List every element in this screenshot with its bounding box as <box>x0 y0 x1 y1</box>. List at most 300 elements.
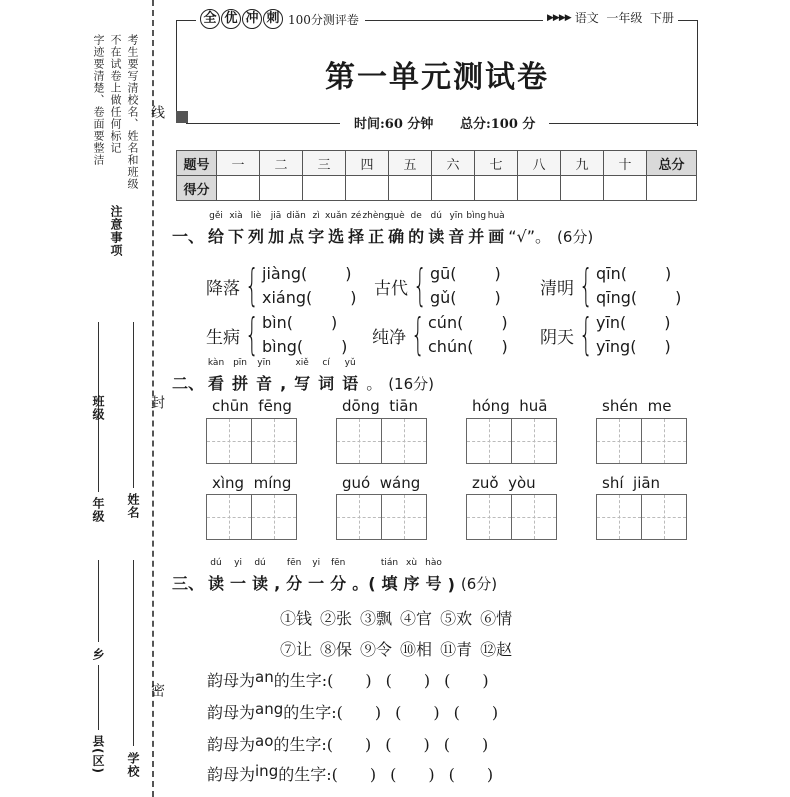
q3-answer-blank[interactable]: ( ) <box>395 703 440 722</box>
q1-option[interactable] <box>428 311 508 335</box>
q1-option[interactable] <box>596 286 681 310</box>
title-char-text: 号 <box>425 574 442 593</box>
title-char-pinyin: dú <box>430 211 442 221</box>
q1-option[interactable] <box>430 262 501 286</box>
title-char-text: 写 <box>294 374 311 393</box>
q1-item <box>540 311 671 359</box>
score-cell[interactable] <box>518 176 561 201</box>
title-char-text: 画 <box>488 227 505 246</box>
q1-option-close: ) <box>345 264 352 283</box>
score-col: 三 <box>303 151 346 176</box>
q3-fill-label-end: 的生字: <box>273 735 327 754</box>
q1-word: 清明 <box>540 278 574 299</box>
title-char-pinyin: zì <box>312 211 320 221</box>
q3-fill-label: 韵母为 <box>207 703 256 722</box>
field-name-line <box>133 322 134 488</box>
q1-option-pinyin: cún( <box>428 313 464 332</box>
q3-answer-blank[interactable]: ( ) <box>443 735 489 754</box>
brand-char: 刺 <box>263 9 283 29</box>
q3-char-row-1 <box>280 606 520 629</box>
score-col: 五 <box>389 151 432 176</box>
q2-writing-grid <box>336 418 426 464</box>
title-char-pinyin: tián <box>380 558 399 568</box>
title-char-pinyin: cí <box>322 358 330 368</box>
q1-option-close: ) <box>664 337 671 356</box>
q1-word: 古代 <box>374 278 408 299</box>
title-char-pinyin: xuǎn <box>324 211 348 221</box>
title-char-text: 给 <box>208 227 225 246</box>
q2-pinyin: xìng míng <box>212 474 292 492</box>
field-county-label: 县(区) <box>91 735 105 774</box>
field-school-label: 学校 <box>126 752 140 778</box>
title-char-pinyin: fēn <box>330 558 346 568</box>
q2-writing-grid <box>466 418 556 464</box>
q1-options <box>262 311 347 359</box>
title-char-text: 下 <box>228 227 245 246</box>
brace-icon: { <box>245 260 259 311</box>
q3-answer-blank[interactable]: ( ) <box>390 765 435 784</box>
score-cell[interactable] <box>260 176 303 201</box>
title-char-text: 并 <box>468 227 485 246</box>
q1-score: (6分) <box>557 228 594 246</box>
title-char-pinyin: yǔ <box>344 358 356 368</box>
q3-score: (6分) <box>460 575 498 593</box>
q1-options <box>596 311 671 359</box>
q3-prefix: 三、 <box>172 574 205 593</box>
q1-option[interactable] <box>262 311 347 335</box>
field-township-line <box>98 560 99 642</box>
q2-writing-grid <box>466 494 556 540</box>
title-char <box>330 558 347 594</box>
title-char <box>274 574 280 593</box>
title-char-text: 确 <box>388 227 405 246</box>
q1-option[interactable] <box>596 311 671 335</box>
tianzige-cell[interactable] <box>381 418 427 464</box>
q3-answer-blank[interactable]: ( ) <box>453 703 499 722</box>
cut-mark-secret: 密 <box>149 683 165 698</box>
title-char-pinyin: kàn <box>207 358 225 368</box>
tianzige-cell[interactable] <box>336 494 382 540</box>
exam-info <box>340 113 549 132</box>
title-char <box>403 558 420 594</box>
q2-pinyin: guó wáng <box>342 474 421 492</box>
score-col: 六 <box>432 151 475 176</box>
title-char-pinyin: zhèng <box>362 211 390 221</box>
notice-text: 考生要写清校名、姓名和班级 不在试卷上做任何标记 字迹要清楚、卷面要整洁 <box>92 34 139 190</box>
q1-option[interactable] <box>596 335 671 359</box>
title-char-pinyin: de <box>410 211 422 221</box>
title-char <box>286 211 306 247</box>
q1-word: 纯净 <box>372 327 406 348</box>
title-char <box>352 571 375 594</box>
title-char-text: , <box>280 374 287 393</box>
q3-answer-blank[interactable]: ( ) <box>444 671 489 690</box>
q2-pinyin: shén me <box>602 397 672 415</box>
q1-option-pinyin: yīn( <box>596 313 627 332</box>
title-char-pinyin: jiā <box>270 211 282 221</box>
q3-answer-blank[interactable]: ( ) <box>385 671 431 690</box>
total-label: 总分:100 分 <box>459 117 536 132</box>
title-char-text: 字 <box>308 227 325 246</box>
q1-title <box>172 211 594 247</box>
q3-rime: an <box>255 668 274 686</box>
notice-title: 注意事项 <box>109 205 123 257</box>
score-col: 二 <box>260 151 303 176</box>
q3-fill-label: 韵母为 <box>207 735 256 754</box>
brand-subtitle: 100分测评卷 <box>288 12 359 27</box>
q1-option[interactable] <box>428 335 508 359</box>
subject-label <box>543 9 678 26</box>
title-char-text: 一 <box>230 574 247 593</box>
q1-item <box>540 262 681 310</box>
arrow-icon: ▶▶▶▶ <box>547 12 571 23</box>
q3-rime: ao <box>255 732 274 750</box>
q3-fill-label-end: 的生字: <box>278 765 332 784</box>
score-table <box>176 150 697 201</box>
q3-fill-label: 韵母为 <box>207 671 256 690</box>
title-char-text: 正 <box>368 227 385 246</box>
title-char-text: 词 <box>318 374 335 393</box>
tianzige-cell[interactable] <box>641 418 687 464</box>
title-char-pinyin: gěi <box>209 211 223 221</box>
q1-option-close: ) <box>501 337 508 356</box>
q2-pinyin: hóng huā <box>472 397 548 415</box>
score-cell[interactable] <box>389 176 432 201</box>
brace-icon: { <box>579 260 593 311</box>
title-char-pinyin: huà <box>487 211 505 221</box>
q1-word: 生病 <box>206 327 240 348</box>
score-table-score-row <box>177 176 697 201</box>
title-char-pinyin: dú <box>210 558 222 568</box>
score-cell[interactable] <box>217 176 260 201</box>
title-char-text: 的 <box>408 227 425 246</box>
score-col: 七 <box>475 151 518 176</box>
title-char <box>362 211 390 247</box>
q1-item <box>206 262 357 310</box>
tianzige-cell[interactable] <box>381 494 427 540</box>
tianzige-cell[interactable] <box>336 418 382 464</box>
brand-char: 全 <box>200 9 220 29</box>
q3-numbered-char: ⑩相 <box>400 640 433 659</box>
q1-option-close: ) <box>350 288 357 307</box>
q3-numbered-char: ⑨令 <box>360 640 393 659</box>
cut-mark-seal: 封 <box>149 395 165 410</box>
score-cell[interactable] <box>432 176 475 201</box>
q3-fill-row <box>207 762 507 785</box>
q3-ruby-chars <box>208 558 448 594</box>
title-char <box>387 211 405 247</box>
title-char <box>348 211 365 247</box>
tianzige-cell[interactable] <box>466 418 512 464</box>
q1-item <box>374 262 501 310</box>
brace-icon: { <box>579 309 593 360</box>
q2-score: (16分) <box>388 375 434 393</box>
title-char-text: 点 <box>288 227 305 246</box>
q1-option[interactable] <box>262 335 347 359</box>
q3-numbered-char: ⑥情 <box>480 609 513 628</box>
q3-numbered-char: ⑤欢 <box>440 609 473 628</box>
q1-option-close: ) <box>664 313 671 332</box>
brace-icon: { <box>413 260 427 311</box>
title-char <box>256 358 273 394</box>
score-col: 十 <box>604 151 647 176</box>
q1-item <box>206 311 347 359</box>
title-char-text: 分 <box>286 574 303 593</box>
q1-option-close: ) <box>501 313 508 332</box>
title-char-pinyin: yi <box>312 558 321 568</box>
title-char-text: 音 <box>448 227 465 246</box>
q3-numbered-char: ①钱 <box>280 609 313 628</box>
title-char <box>294 358 311 394</box>
score-cell[interactable] <box>346 176 389 201</box>
q1-option[interactable] <box>262 262 357 286</box>
q2-writing-grid <box>596 418 686 464</box>
q3-char-row-2 <box>280 637 520 660</box>
title-char <box>230 558 247 594</box>
title-char <box>308 558 325 594</box>
title-char-text: 选 <box>328 227 345 246</box>
score-total-cell[interactable] <box>647 176 697 201</box>
q3-numbered-char: ④官 <box>400 609 433 628</box>
title-char-text: 一 <box>308 574 325 593</box>
title-char <box>286 558 303 594</box>
title-char-text: 读 <box>252 574 269 593</box>
q2-pinyin: dōng tiān <box>342 397 419 415</box>
q1-option-pinyin: jiàng( <box>262 264 308 283</box>
title-char-text: 拼 <box>232 374 249 393</box>
q2-writing-grid <box>336 494 426 540</box>
score-cell[interactable] <box>604 176 647 201</box>
field-township-label: 乡 <box>91 648 105 661</box>
q1-option-close: ) <box>664 264 672 283</box>
score-total-head: 总分 <box>647 151 697 176</box>
q1-tail: “√”。 <box>508 227 552 246</box>
title-char-text: 读 <box>428 227 445 246</box>
q1-option-pinyin: qīng( <box>596 288 638 307</box>
title-char-text: 择 <box>348 227 365 246</box>
q1-prefix: 一、 <box>172 227 205 246</box>
field-name-label: 姓名 <box>126 493 140 519</box>
tianzige-cell[interactable] <box>206 494 252 540</box>
score-col: 八 <box>518 151 561 176</box>
title-char <box>268 211 285 247</box>
q1-option-close: ) <box>341 337 348 356</box>
q2-ruby-chars <box>207 358 366 394</box>
q3-fill-row <box>207 700 512 723</box>
q3-fill-row <box>207 732 502 755</box>
q3-numbered-char: ⑫赵 <box>480 640 513 659</box>
brand-logo <box>196 9 365 29</box>
title-char <box>380 558 399 594</box>
q1-option[interactable] <box>596 262 681 286</box>
q3-rime: ang <box>255 700 284 718</box>
score-col: 四 <box>346 151 389 176</box>
q2-pinyin: zuǒ yòu <box>472 474 536 492</box>
q1-option-close: ) <box>330 313 338 332</box>
q3-numbered-char: ⑪青 <box>440 640 473 659</box>
time-label: 时间:60 分钟 <box>354 117 434 132</box>
subject-text: 语文 一年级 下册 <box>574 11 674 25</box>
title-char-pinyin: zé <box>350 211 362 221</box>
score-table-row-head: 题号 <box>177 151 217 176</box>
title-char <box>466 211 487 247</box>
field-grade-label: 年级 <box>91 497 105 523</box>
q3-rime: ing <box>255 762 279 780</box>
q2-pinyin: shí jiān <box>602 474 661 492</box>
title-char <box>318 358 335 394</box>
score-cell[interactable] <box>303 176 346 201</box>
q3-tail: ) <box>447 575 455 594</box>
title-char <box>487 211 505 247</box>
q1-option[interactable] <box>262 286 357 310</box>
q1-word: 阴天 <box>540 327 574 348</box>
q3-answer-blank[interactable]: ( ) <box>327 671 372 690</box>
title-char-pinyin: diǎn <box>286 211 306 221</box>
title-char-pinyin: yi <box>234 558 242 568</box>
title-char-text: 语 <box>342 374 359 393</box>
q1-option-pinyin: gū( <box>430 264 457 283</box>
q1-option-pinyin: chún( <box>428 337 474 356</box>
title-char-text: , <box>274 574 281 593</box>
title-char-text: 列 <box>248 227 265 246</box>
q1-options <box>428 311 508 359</box>
q3-numbered-char: ⑦让 <box>280 640 313 659</box>
q1-option-close: ) <box>494 264 501 283</box>
title-char-text: 分 <box>330 574 347 593</box>
tianzige-cell[interactable] <box>641 494 687 540</box>
score-cell[interactable] <box>561 176 604 201</box>
title-char-text: 看 <box>208 374 225 393</box>
title-char-pinyin: xù <box>406 558 418 568</box>
q1-option-pinyin: xiáng( <box>262 288 313 307</box>
title-char <box>342 358 359 394</box>
tianzige-cell[interactable] <box>596 494 642 540</box>
q3-fill-label-end: 的生字: <box>283 703 337 722</box>
title-char-text: 音 <box>256 374 273 393</box>
q2-pinyin: chūn fēng <box>212 397 292 415</box>
title-char-pinyin: què <box>387 211 405 221</box>
tianzige-cell[interactable] <box>251 494 297 540</box>
brace-icon: { <box>245 309 259 360</box>
q1-option-pinyin: bìn( <box>262 313 293 332</box>
page-title: 第一单元测试卷 <box>325 60 549 95</box>
tianzige-cell[interactable] <box>511 494 557 540</box>
field-class-label: 班级 <box>91 395 105 421</box>
title-char <box>248 211 265 247</box>
title-char <box>408 211 425 247</box>
title-char-pinyin: yīn <box>449 211 463 221</box>
q3-answer-blank[interactable]: ( ) <box>331 765 377 784</box>
q1-item <box>372 311 508 359</box>
title-char-text: 序 <box>403 574 420 593</box>
title-char <box>425 558 442 594</box>
title-char-text: 填 <box>381 574 398 593</box>
q1-options <box>262 262 357 310</box>
score-table-header-row <box>177 151 697 176</box>
q2-tail: 。 <box>366 374 383 393</box>
q1-option-pinyin: qīn( <box>596 264 627 283</box>
q1-options <box>596 262 681 310</box>
tianzige-cell[interactable] <box>251 418 297 464</box>
q3-answer-blank[interactable]: ( ) <box>448 765 494 784</box>
q1-word: 降落 <box>206 278 240 299</box>
q2-writing-grid <box>206 418 296 464</box>
title-char <box>232 358 249 394</box>
q3-numbered-char: ③飘 <box>360 609 393 628</box>
title-char <box>208 558 225 594</box>
score-cell[interactable] <box>475 176 518 201</box>
brand-char: 冲 <box>242 9 262 29</box>
title-char-pinyin: pīn <box>233 358 247 368</box>
q3-answer-blank[interactable]: ( ) <box>385 735 430 754</box>
brand-char: 优 <box>221 9 241 29</box>
tianzige-cell[interactable] <box>596 418 642 464</box>
field-school-line <box>133 560 134 746</box>
q3-fill-row <box>207 668 503 691</box>
q3-answer-blank[interactable]: ( ) <box>326 735 372 754</box>
title-char-text: 加 <box>268 227 285 246</box>
title-char-pinyin: xiě <box>295 358 309 368</box>
title-char <box>428 211 445 247</box>
q1-option-pinyin: bìng( <box>262 337 304 356</box>
tianzige-cell[interactable] <box>466 494 512 540</box>
title-char <box>208 211 225 247</box>
q1-options <box>430 262 501 310</box>
title-char-pinyin: liè <box>250 211 262 221</box>
tianzige-cell[interactable] <box>206 418 252 464</box>
q3-numbered-char: ②张 <box>320 609 353 628</box>
title-char-pinyin: hào <box>425 558 442 568</box>
q2-prefix: 二、 <box>172 374 205 393</box>
score-col: 九 <box>561 151 604 176</box>
q3-numbered-char: ⑧保 <box>320 640 353 659</box>
q1-option-close: ) <box>494 288 501 307</box>
q1-option[interactable] <box>430 286 501 310</box>
title-char-pinyin: dú <box>254 558 266 568</box>
q3-fill-label-end: 的生字: <box>273 671 328 690</box>
field-county-line <box>98 665 99 730</box>
q1-ruby-chars <box>208 211 508 247</box>
title-char-text: 。( <box>352 574 376 593</box>
title-char-pinyin: bìng <box>466 211 487 221</box>
q2-writing-grid <box>206 494 296 540</box>
title-char <box>207 358 225 394</box>
title-char-pinyin: fēn <box>286 558 302 568</box>
title-char <box>324 211 348 247</box>
q1-option-pinyin: yīng( <box>596 337 637 356</box>
title-char <box>448 211 465 247</box>
q3-answer-blank[interactable]: ( ) <box>336 703 382 722</box>
title-char <box>280 374 286 393</box>
tianzige-cell[interactable] <box>511 418 557 464</box>
q1-option-close: ) <box>675 288 682 307</box>
score-col: 一 <box>217 151 260 176</box>
brace-icon: { <box>411 309 425 360</box>
title-char <box>308 211 325 247</box>
header-corner-square <box>176 111 188 123</box>
cut-mark-line: 线 <box>149 105 165 120</box>
q1-option-pinyin: gǔ( <box>430 288 457 307</box>
q2-writing-grid <box>596 494 686 540</box>
q3-fill-label: 韵母为 <box>207 765 256 784</box>
title-char-pinyin: yīn <box>257 358 271 368</box>
title-char <box>252 558 269 594</box>
title-char <box>228 211 245 247</box>
q3-title <box>172 558 498 594</box>
title-char-pinyin: xià <box>229 211 243 221</box>
score-table-row-head: 得分 <box>177 176 217 201</box>
title-char-text: 读 <box>208 574 225 593</box>
